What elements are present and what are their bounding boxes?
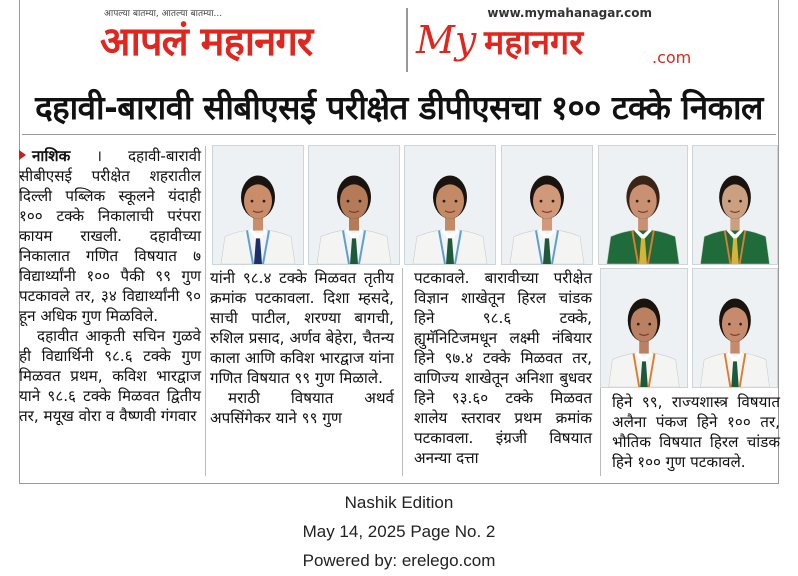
- article-column-2: [210, 268, 394, 428]
- date-page-label: May 14, 2025 Page No. 2: [302, 522, 496, 541]
- logo-my-text: My: [416, 18, 477, 62]
- portrait-illustration: [599, 146, 687, 264]
- my-mahanagar-logo: [412, 4, 698, 76]
- logo-dotcom-text: .com: [652, 48, 692, 67]
- paragraph-3: यांनी ९८.४ टक्के मिळवत तृतीय क्रमांक पटकावला. दिशा म्हसदे, साची पाटील, शरण्या बागची, रुशिल प्रसाद, अर्णव बेहेरा, चैतन्य काला आणि कविश भारद्वाज यांना गणित विषयात ९९ गुण मिळाले.: [210, 269, 394, 387]
- aapla-mahanagar-logo: [100, 4, 400, 76]
- masthead-divider: [406, 8, 408, 72]
- masthead: [100, 4, 698, 76]
- student-photo-4: [501, 145, 593, 265]
- edition-label: Nashik Edition: [344, 493, 454, 512]
- masthead-left-logo: आपलं महानगर: [100, 19, 313, 65]
- paragraph-2: दहावीत आकृती सचिन गुळवे ही विद्यार्थिनी ९८.६ टक्के गुण मिळवत प्रथम, कविश भारद्वाज याने ९८.६ टक्के मिळवत द्वितीय तर, मयूख वोरा व वैष्णवी गंगवार: [19, 327, 201, 425]
- paragraph-5: पटकावले. बारावीच्या परीक्षेत विज्ञान शाखेतून हिरल चांडक हिने ९८.६ टक्के, ह्युमॅनिटिजमधून लक्ष्मी नंबियार हिने ९७.४ टक्के मिळवत तर, वाणिज्य शाखेतून अनिशा बुधवर हिने ९३.६० टक्के मिळवत शालेय स्तरावर प्रथम क्रमांक पटकावला. इंग्रजी विषयात अनन्या दत्ता: [414, 269, 592, 467]
- student-photo-1: [212, 145, 304, 265]
- article-column-3: [414, 268, 592, 468]
- portrait-illustration: [309, 146, 399, 264]
- portrait-illustration: [693, 269, 777, 387]
- portrait-illustration: [693, 146, 777, 264]
- portrait-illustration: [213, 146, 303, 264]
- lead-text: । दहावी-बारावी सीबीएसई परीक्षेत शहरातील दिल्ली पब्लिक स्कूलने यंदाही १०० टक्के निकालाची परंपरा कायम राखली. दहावीच्या निकालात गणित विषयात ७ विद्यार्थ्यांनी १०० पैकी ९९ गुण पटकावले तर, ३४ विद्यार्थ्यांनी ९० हून अधिक गुण मिळविले.: [19, 147, 202, 325]
- site-url: www.mymahanagar.com: [487, 6, 652, 20]
- student-photo-5: [598, 145, 688, 265]
- portrait-illustration: [502, 146, 592, 264]
- dateline-location: नाशिक: [32, 147, 71, 165]
- article-column-1: [19, 146, 201, 426]
- logo-mahanagar-text: महानगर: [484, 23, 584, 63]
- article-column-4: [612, 392, 780, 472]
- masthead-tagline: आपल्या बातम्या, आतल्या बातम्या...: [104, 9, 223, 19]
- portrait-illustration: [405, 146, 495, 264]
- student-photo-6: [692, 145, 778, 265]
- column-divider: [205, 146, 206, 476]
- paragraph-4: मराठी विषयात अथर्व अपसिंगेकर याने ९९ गुण: [210, 389, 394, 427]
- lead-paragraph: [19, 146, 201, 326]
- location-arrow-icon: [19, 150, 26, 160]
- powered-by-label: Powered by: erelego.com: [302, 551, 496, 570]
- student-photo-2: [308, 145, 400, 265]
- column-divider: [402, 268, 403, 476]
- portrait-illustration: [601, 269, 687, 387]
- article-headline: दहावी-बारावी सीबीएसई परीक्षेत डीपीएसचा १०० टक्के निकाल: [22, 82, 776, 135]
- student-photo-3: [404, 145, 496, 265]
- student-photo-7: [600, 268, 688, 388]
- student-photo-8: [692, 268, 778, 388]
- paragraph-6: हिने ९९, राज्यशास्त्र विषयात अलैना पंकज हिने १०० तर, भौतिक विषयात हिरल चांडक हिने १०० गुण पटकावले.: [612, 393, 780, 471]
